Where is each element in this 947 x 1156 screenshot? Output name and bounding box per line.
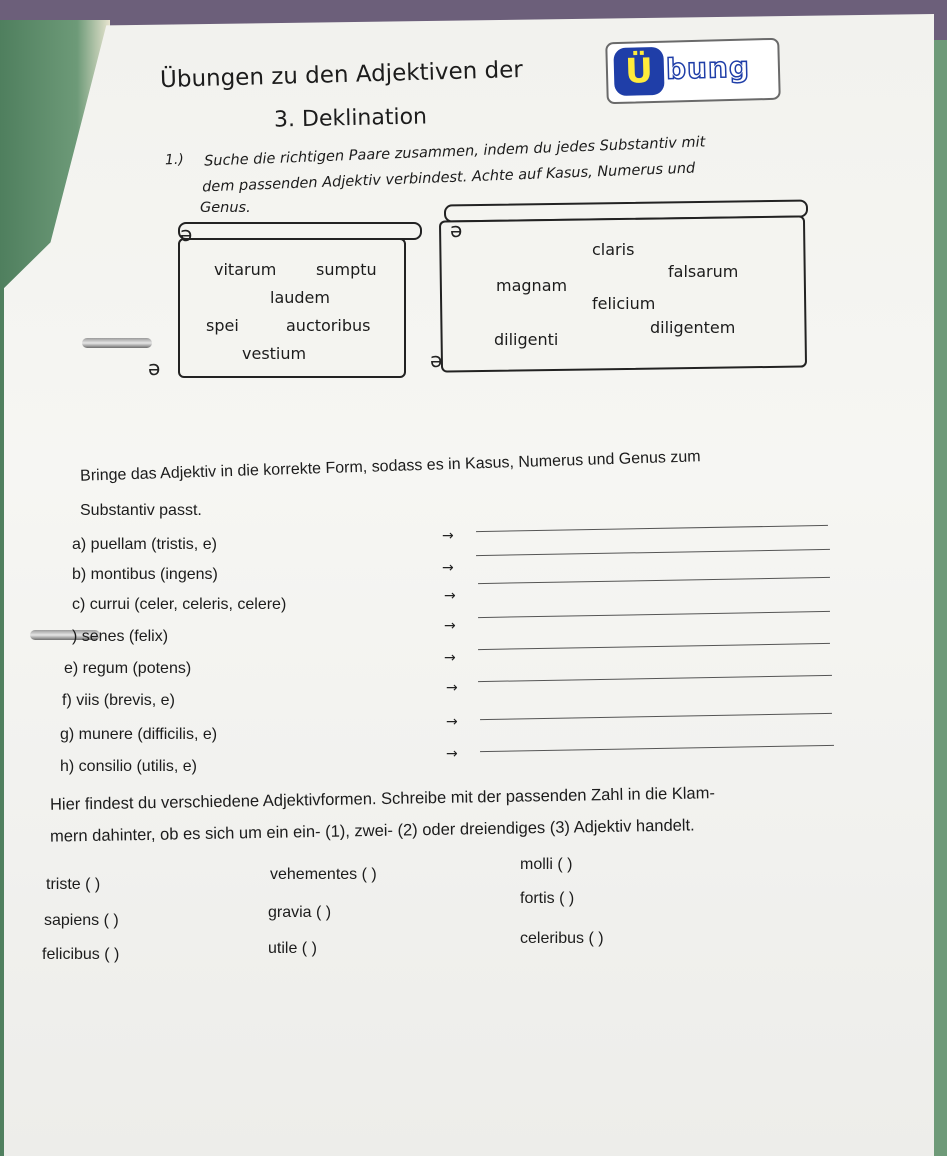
noun-word: auctoribus [286, 316, 371, 335]
adjective-form: triste ( ) [46, 876, 101, 893]
adjective-word: felicium [592, 294, 656, 313]
adjective-word: diligentem [650, 318, 736, 337]
badge-text: bung [665, 50, 751, 86]
exercise2-instruction-1: Bringe das Adjektiv in die korrekte Form, sodass es in Kasus, Numerus und Genus zum [79, 448, 701, 485]
scroll-curl-icon: ə [450, 218, 463, 242]
noun-word: laudem [270, 288, 330, 307]
adjective-word: magnam [496, 276, 568, 295]
adjective-word: diligenti [494, 330, 559, 349]
list-item: b) montibus (ingens) [72, 566, 218, 583]
adjective-form: utile ( ) [268, 940, 317, 957]
badge-letter: Ü [613, 47, 664, 96]
list-item: c) currui (celer, celeris, celere) [72, 596, 287, 613]
arrow-icon: → [446, 714, 458, 730]
worksheet-page [4, 14, 934, 1156]
list-item: a) puellam (tristis, e) [72, 536, 217, 553]
uebung-badge [605, 38, 781, 105]
scroll-curl-icon: ə [180, 222, 193, 246]
adjective-form: fortis ( ) [520, 890, 575, 907]
noun-word: sumptu [316, 260, 377, 279]
arrow-icon: → [442, 560, 454, 576]
arrow-icon: → [444, 650, 456, 666]
adjective-form: gravia ( ) [268, 904, 332, 921]
noun-word: spei [206, 316, 239, 335]
page-subtitle: 3. Deklination [273, 104, 428, 133]
exercise2-instruction-2: Substantiv passt. [80, 502, 202, 519]
exercise1-instruction-1: Suche die richtigen Paare zusammen, indem du jedes Substantiv mit [203, 134, 706, 170]
exercise3-instruction-2: mern dahinter, ob es sich um ein ein- (1), zwei- (2) oder dreiendiges (3) Adjektiv handelt. [49, 816, 695, 846]
list-item: e) regum (potens) [64, 660, 192, 677]
adjective-word: falsarum [668, 262, 739, 281]
adjective-form: felicibus ( ) [42, 946, 120, 963]
exercise3-instruction-1: Hier findest du verschiedene Adjektivformen. Schreibe mit der passenden Zahl in die Klam- [49, 784, 716, 814]
adjective-form: vehementes ( ) [270, 866, 377, 883]
list-item: g) munere (difficilis, e) [60, 726, 218, 743]
adjective-form: celeribus ( ) [520, 930, 604, 947]
adjective-form: sapiens ( ) [44, 912, 119, 929]
page-title: Übungen zu den Adjektiven der [159, 56, 524, 94]
arrow-icon: → [446, 680, 458, 696]
exercise1-instruction-2: dem passenden Adjektiv verbindest. Achte auf Kasus, Numerus und [201, 160, 696, 196]
exercise1-number: 1.) [164, 151, 185, 169]
list-item: ) senes (felix) [72, 628, 169, 645]
list-item: f) viis (brevis, e) [62, 692, 175, 709]
binder-ring-top [82, 338, 152, 348]
arrow-icon: → [446, 746, 458, 762]
list-item: h) consilio (utilis, e) [60, 758, 197, 775]
adjective-form: molli ( ) [520, 856, 573, 873]
arrow-icon: → [442, 528, 454, 544]
noun-word: vitarum [214, 260, 277, 279]
arrow-icon: → [444, 588, 456, 604]
adjective-word: claris [592, 240, 635, 259]
noun-word: vestium [242, 344, 307, 363]
exercise1-instruction-3: Genus. [200, 200, 251, 216]
scroll-curl-icon: ə [148, 356, 161, 380]
scroll-curl-icon: ə [430, 348, 443, 372]
arrow-icon: → [444, 618, 456, 634]
